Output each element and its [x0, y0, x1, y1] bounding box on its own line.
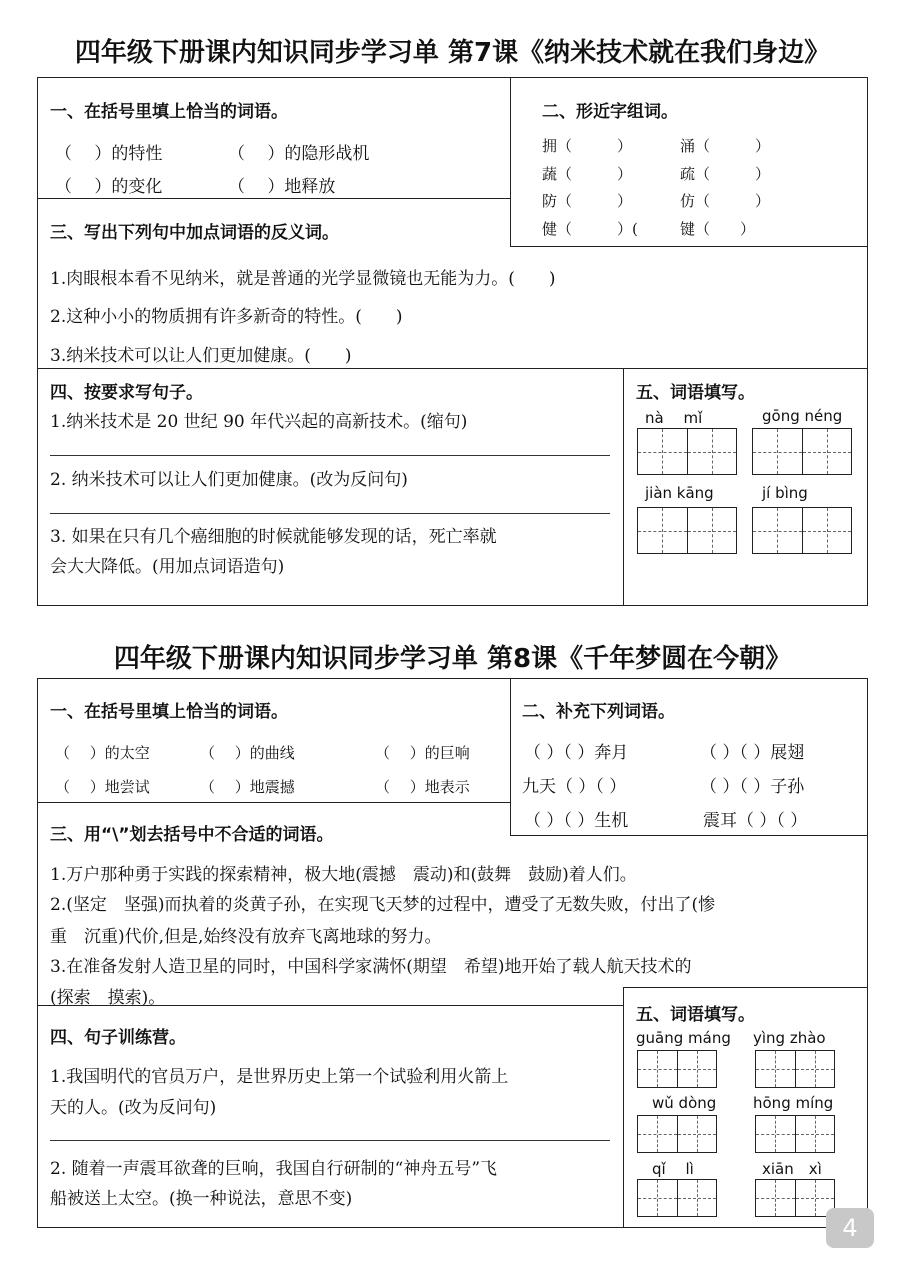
l7-s4-q2: 2. 纳米技术可以让人们更加健康。(改为反问句) [50, 470, 408, 490]
l8-divider [37, 802, 510, 803]
l7-s2-item: 防（ ） [542, 192, 633, 210]
l7-s3-item: 2.这种小小的物质拥有许多新奇的特性。( ) [50, 307, 403, 327]
l7-s2-item: 键（ ） [680, 220, 756, 238]
l7-s3-item: 1.肉眼根本看不见纳米，就是普通的光学显微镜也无能为力。( ) [50, 269, 556, 289]
tianzige-grid[interactable] [752, 507, 852, 554]
l8-s3-line: 重 沉重)代价,但是,始终没有放弃飞离地球的努力。 [50, 927, 442, 947]
l8-s2-item: 九天（ ）（ ） [522, 777, 627, 797]
l8-s3-line: 2.(坚定 坚强)而执着的炎黄子孙，在实现飞天梦的过程中，遭受了无数失败，付出了(惨 [50, 895, 716, 915]
tianzige-grid[interactable] [755, 1179, 835, 1217]
l8-s4-q1: 1.我国明代的官员万户，是世界历史上第一个试验利用火箭上 [50, 1067, 509, 1087]
l7-s2-item: 仿（ ） [680, 192, 771, 210]
pinyin-label: jí bìng [762, 484, 808, 502]
l8-s1-item: （ ）地震撼 [200, 778, 295, 796]
l7-s1-item: （ ）的特性 [55, 144, 163, 164]
pinyin-label: nà mǐ [645, 409, 703, 427]
l8-s2-item: （ ）（ ）展翅 [700, 743, 805, 763]
l7-s3-item: 3.纳米技术可以让人们更加健康。( ) [50, 346, 352, 366]
l8-s2-item: （ ）（ ）奔月 [524, 743, 629, 763]
l7-divider [37, 198, 510, 199]
l8-s4-q2: 船被送上太空。(换一种说法，意思不变) [50, 1189, 353, 1209]
pinyin-label: guāng máng [636, 1029, 731, 1047]
tianzige-grid[interactable] [752, 428, 852, 475]
l8-s2-heading: 二、补充下列词语。 [522, 702, 675, 722]
l8-s4-q1: 天的人。(改为反问句) [50, 1098, 217, 1118]
answer-line [50, 455, 610, 456]
l8-s5-heading: 五、词语填写。 [636, 1005, 755, 1025]
l7-s1-heading: 一、在括号里填上恰当的词语。 [50, 102, 288, 122]
l8-s1-item: （ ）的曲线 [200, 744, 295, 762]
tianzige-grid[interactable] [637, 428, 737, 475]
l8-s3-line: 3.在准备发射人造卫星的同时，中国科学家满怀(期望 希望)地开始了载人航天技术的 [50, 957, 692, 977]
l7-s1-item: （ ）的变化 [55, 177, 163, 197]
tianzige-grid[interactable] [755, 1115, 835, 1153]
l7-s4-q1: 1.纳米技术是 20 世纪 90 年代兴起的高新技术。(缩句) [50, 412, 468, 432]
lesson8-title: 四年级下册课内知识同步学习单 第8课《千年梦圆在今朝》 [113, 644, 792, 674]
l8-s3-heading: 三、用“\”划去括号中不合适的词语。 [50, 825, 334, 845]
l7-s1-item: （ ）的隐形战机 [228, 144, 370, 164]
l7-s2-heading: 二、形近字组词。 [542, 102, 678, 122]
l7-s2-item: 蔬（ ） [542, 165, 633, 183]
l8-s1-item: （ ）的巨响 [375, 744, 470, 762]
l8-s4-q2: 2. 随着一声震耳欲聋的巨响，我国自行研制的“神舟五号”飞 [50, 1159, 498, 1179]
l7-s4-q3: 3. 如果在只有几个癌细胞的时候就能够发现的话，死亡率就 [50, 527, 497, 547]
pinyin-label: hōng míng [753, 1094, 834, 1112]
l8-s1-heading: 一、在括号里填上恰当的词语。 [50, 702, 288, 722]
tianzige-grid[interactable] [637, 1115, 717, 1153]
tianzige-grid[interactable] [755, 1050, 835, 1088]
l8-s1-item: （ ）的太空 [55, 744, 150, 762]
lesson7-title: 四年级下册课内知识同步学习单 第7课《纳米技术就在我们身边》 [74, 38, 831, 68]
pinyin-label: xiān xì [762, 1160, 822, 1178]
l8-s2-item: 震耳（ ）（ ） [703, 811, 808, 831]
l8-s2-item: （ ）（ ）生机 [524, 811, 629, 831]
l7-s2-item: 拥（ ） [542, 137, 633, 155]
l8-s4-top [37, 1005, 624, 1006]
l8-s3-line: 1.万户那种勇于实践的探索精神，极大地(震撼 震动)和(鼓舞 鼓励)着人们。 [50, 865, 637, 885]
answer-line [50, 1140, 610, 1141]
l8-s2-item: （ ）（ ）子孙 [700, 777, 805, 797]
pinyin-label: jiàn kāng [645, 484, 714, 502]
l7-s5-heading: 五、词语填写。 [636, 383, 755, 403]
pinyin-label: yìng zhào [753, 1029, 826, 1047]
l8-s1-item: （ ）地尝试 [55, 778, 150, 796]
l7-s4-heading: 四、按要求写句子。 [50, 383, 203, 403]
l8-s4-heading: 四、句子训练营。 [50, 1028, 186, 1048]
l8-s1-item: （ ）地表示 [375, 778, 470, 796]
tianzige-grid[interactable] [637, 1050, 717, 1088]
tianzige-grid[interactable] [637, 1179, 717, 1217]
pinyin-label: gōng néng [762, 407, 843, 425]
tianzige-grid[interactable] [637, 507, 737, 554]
l7-s2-item: 疏（ ） [680, 165, 771, 183]
page-number-badge: 4 [826, 1208, 874, 1248]
l7-s4-q3: 会大大降低。(用加点词语造句) [50, 557, 285, 577]
l7-s1-item: （ ）地释放 [228, 177, 336, 197]
pinyin-label: qǐ lì [652, 1160, 694, 1178]
l7-s2-item: 健（ ）( [542, 220, 638, 238]
pinyin-label: wǔ dòng [652, 1094, 717, 1112]
l7-s2-item: 涌（ ） [680, 137, 771, 155]
l8-s3-line: (探索 摸索)。 [50, 988, 166, 1008]
l7-s3-heading: 三、写出下列句中加点词语的反义词。 [50, 223, 339, 243]
answer-line [50, 513, 610, 514]
